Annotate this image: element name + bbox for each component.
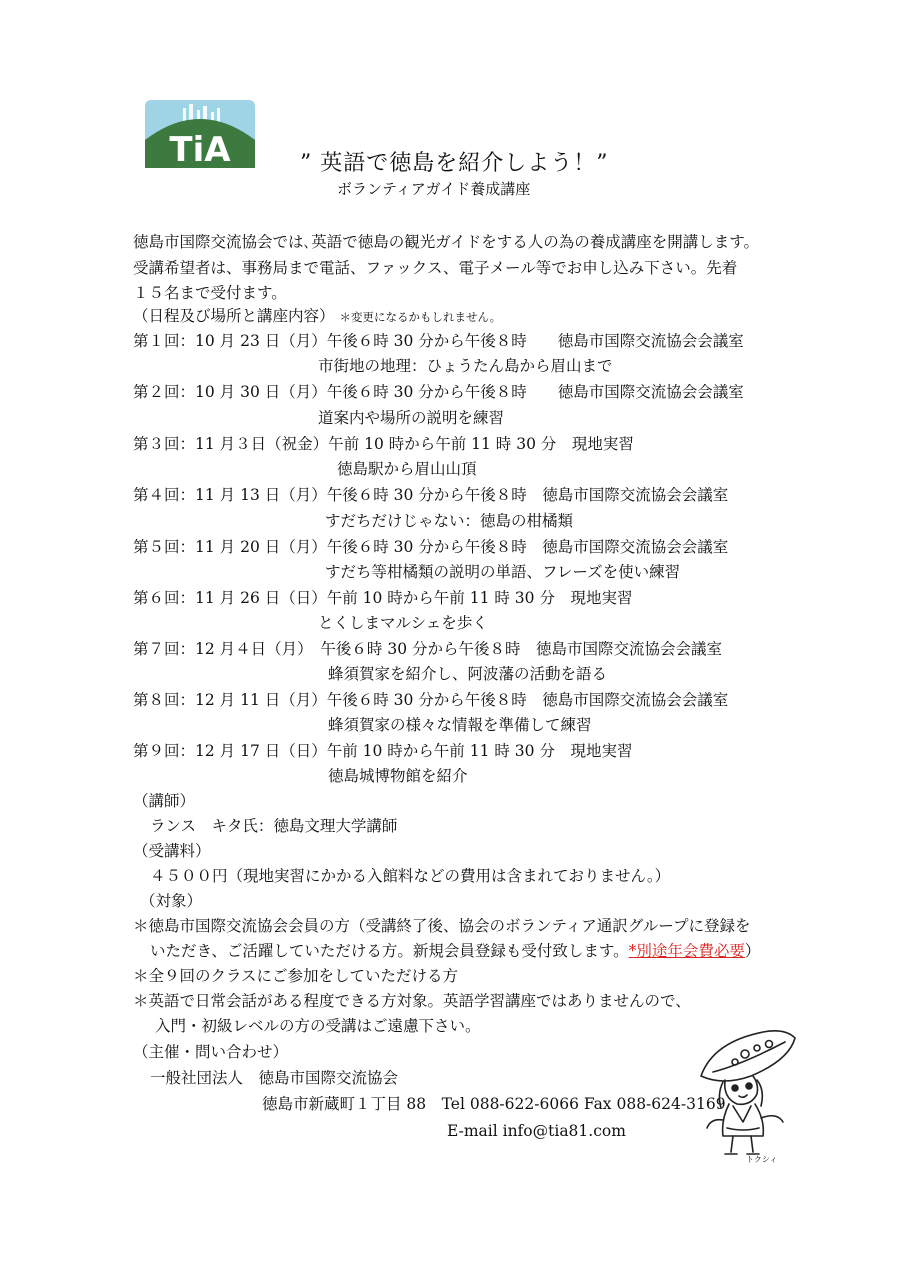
annual-fee-note: *別途年会費必要 (628, 942, 745, 960)
contact-address-tel-fax: 徳島市新蔵町１丁目 88 Tel 088-622-6066 Fax 088-624-3169 (262, 1095, 726, 1113)
target-item-1-text: いただき、ご活躍していただける方。新規会員登録も受付致します。 (150, 942, 629, 960)
session-8-line-2: 蜂須賀家の様々な情報を準備して練習 (328, 716, 592, 734)
instructor-heading: （講師） (133, 792, 196, 810)
contact-heading: （主催・問い合わせ） (133, 1043, 289, 1061)
session-6-line-2: とくしまマルシェを歩く (318, 614, 488, 632)
schedule-note: ＊変更になるかもしれません。 (339, 310, 502, 324)
target-heading: （対象） (140, 892, 203, 910)
session-4-line-1: 第４回：11 月 13 日（月）午後６時 30 分から午後８時 徳島市国際交流協会会議室 (133, 486, 729, 504)
tokushi-mascot-illustration (693, 1024, 803, 1164)
session-3-line-1: 第３回：11 月３日（祝金）午前 10 時から午前 11 時 30 分 現地実習 (133, 435, 634, 453)
fee-text: ４５００円（現地実習にかかる入館料などの費用は含まれておりません。） (150, 867, 671, 885)
contact-email: E-mail info@tia81.com (447, 1122, 626, 1140)
contact-org: 一般社団法人 徳島市国際交流協会 (150, 1069, 399, 1087)
target-item-1-close: ） (744, 942, 761, 960)
session-3-line-2: 徳島駅から眉山山頂 (337, 460, 477, 478)
intro-line-3: １５名まで受付ます。 (133, 284, 287, 302)
session-8-line-1: 第８回：12 月 11 日（月）午後６時 30 分から午後８時 徳島市国際交流協会会議室 (133, 691, 729, 709)
session-1-line-2: 市街地の地理：ひょうたん島から眉山まで (318, 357, 613, 375)
logo-text: TiA (169, 130, 231, 168)
session-2-line-2: 道案内や場所の説明を練習 (318, 409, 505, 427)
mascot-label: トクシィ (746, 1155, 778, 1164)
session-7-line-1: 第７回：12 月４日（月） 午後６時 30 分から午後８時 徳島市国際交流協会会議室 (133, 640, 722, 658)
page-title: ” 英語で徳島を紹介しよう！” (300, 151, 609, 176)
session-5-line-1: 第５回：11 月 20 日（月）午後６時 30 分から午後８時 徳島市国際交流協会会議室 (133, 538, 729, 556)
intro-line-1: 徳島市国際交流協会では､英語で徳島の観光ガイドをする人の為の養成講座を開講します。 (133, 233, 760, 251)
tia-logo (145, 100, 255, 168)
session-2-line-1: 第２回：10 月 30 日（月）午後６時 30 分から午後８時 徳島市国際交流協会会議室 (133, 383, 744, 401)
target-item-1-line-1: ＊徳島市国際交流協会会員の方（受講終了後、協会のボランティア通訳グループに登録を (133, 917, 751, 935)
session-7-line-2: 蜂須賀家を紹介し、阿波藩の活動を語る (328, 665, 608, 683)
target-item-3-line-1: ＊英語で日常会話がある程度できる方対象。英語学習講座ではありませんので、 (133, 992, 691, 1010)
target-item-1-line-2 (150, 941, 760, 961)
target-item-2: ＊全９回のクラスにご参加をしていただける方 (133, 967, 459, 985)
schedule-heading (133, 306, 501, 327)
session-9-line-1: 第９回：12 月 17 日（日）午前 10 時から午前 11 時 30 分 現地実習 (133, 742, 633, 760)
target-item-3-line-2: 入門・初級レベルの方の受講はご遠慮下さい。 (155, 1017, 481, 1035)
intro-line-2: 受講希望者は、事務局まで電話、ファックス、電子メール等でお申し込み下さい。先着 (133, 259, 738, 277)
session-1-line-1: 第１回：10 月 23 日（月）午後６時 30 分から午後８時 徳島市国際交流協会会議室 (133, 332, 744, 350)
session-4-line-2: すだちだけじゃない：徳島の柑橘類 (325, 512, 574, 530)
fee-heading: （受講料） (133, 842, 211, 860)
session-9-line-2: 徳島城博物館を紹介 (328, 767, 468, 785)
session-5-line-2: すだち等柑橘類の説明の単語、フレーズを使い練習 (325, 563, 681, 581)
session-6-line-1: 第６回：11 月 26 日（日）午前 10 時から午前 11 時 30 分 現地実習 (133, 589, 633, 607)
schedule-heading-text: （日程及び場所と講座内容） (133, 307, 335, 325)
page-subtitle: ボランティアガイド養成講座 (337, 180, 531, 198)
instructor-text: ランス キタ氏：徳島文理大学講師 (150, 817, 398, 835)
